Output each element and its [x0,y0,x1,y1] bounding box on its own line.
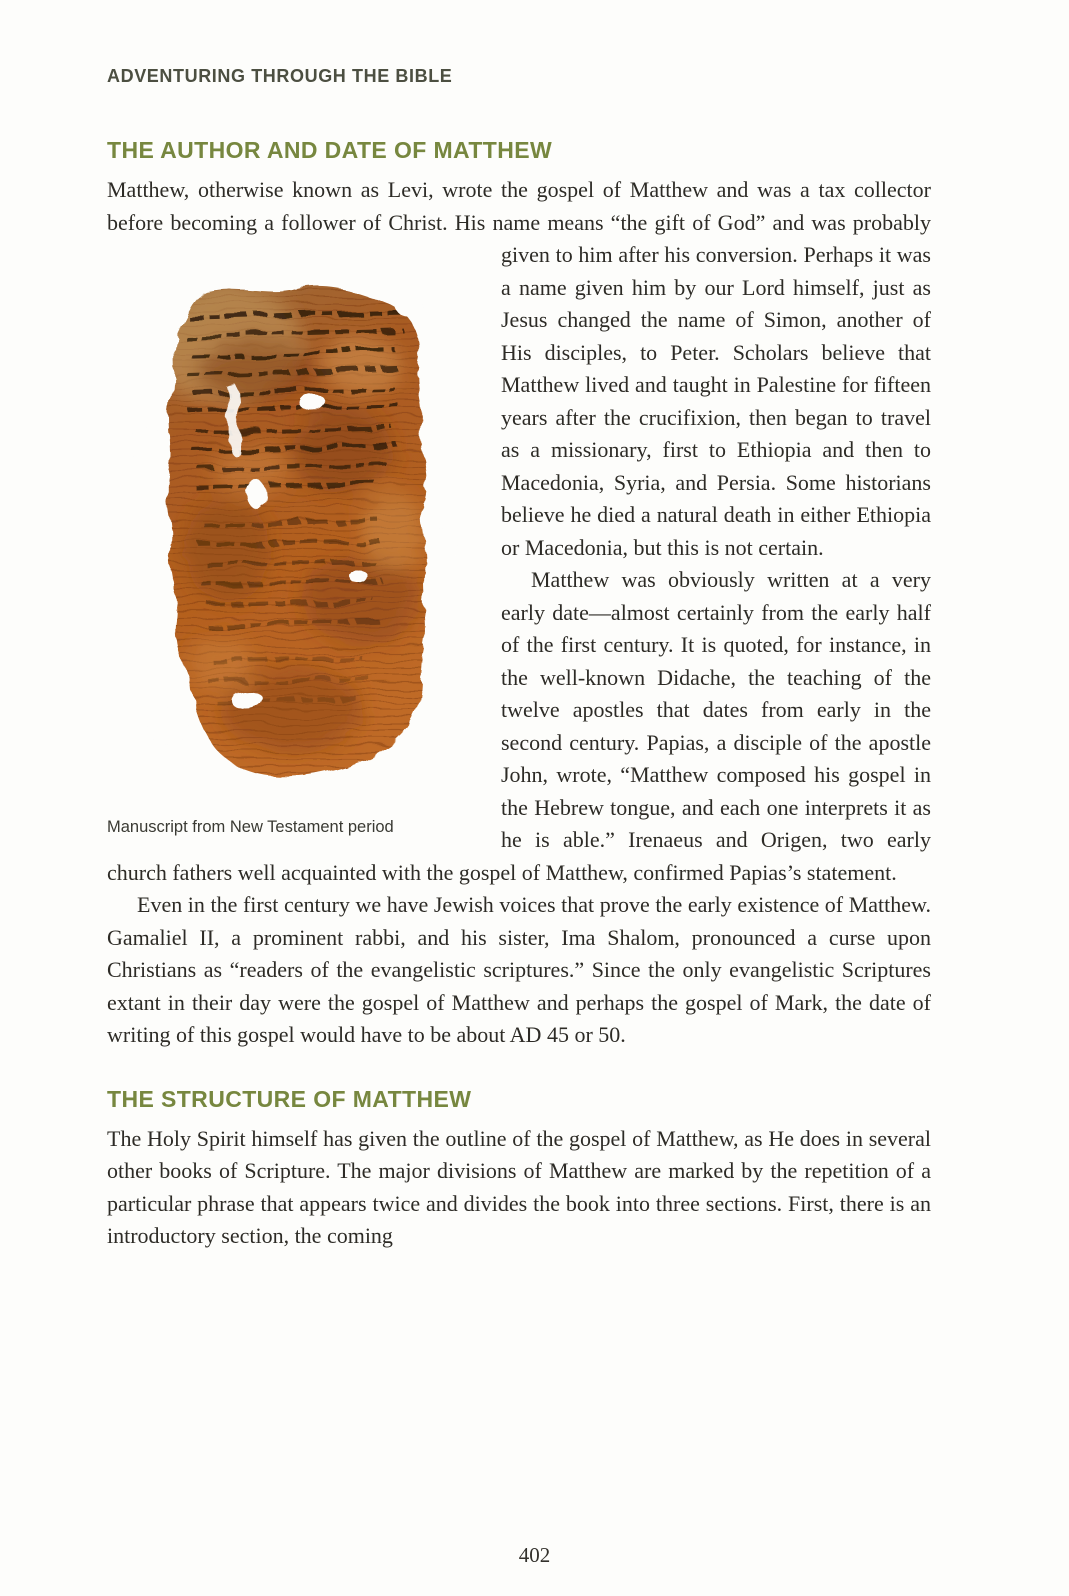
paragraph-text-after-figure: a name given him by our Lord himself, just as Jesus changed the name of Simon, another of His disciples, to Peter. Scholars believe that Matthew lived and taught in Palestine for fifteen years after the crucifixion, then began to travel as a missionary, first to Ethiopia and then to Macedonia, Syria, and Persia. Some historians believe he died a natural death in either Ethiopia or Macedonia, but this is not certain. [501,274,931,560]
running-header: ADVENTURING THROUGH THE BIBLE [107,66,453,86]
page-number: 402 [518,1543,551,1567]
paragraph-text-before-figure: Matthew, otherwise known as Levi, wrote the gospel of Matthew and was a tax collector before becoming a follower of Christ. His name means “the gift of God” and was probably given to him after his conversion. Perhaps it was [107,177,931,267]
paragraph-structure-1: The Holy Spirit himself has given the outline of the gospel of Matthew, as He does in several other books of Scripture. The major divisions of Matthew are marked by the repetition of a particular phrase that appears twice and divides the book into three sections. First, there is an introductory section, the coming [107,1125,931,1248]
paragraph-author-2: Matthew was obviously written at a very early date—almost certainly from the early half of the first century. It is quoted, for instance, in the well-known Didache, the teaching of the twelve apostles that dates from early in the second century. Papias, a disciple of the apostle John, wrote, “Matthew composed his gospel in the Hebrew tongue, and each one interprets it as he is able.” Irenaeus and Origen, two early church fathers well acquainted with the gospel of Matthew, confirmed Papias’s statement. [107,567,931,885]
manuscript-image [107,245,475,805]
papyrus-fragment [129,275,458,795]
section-heading-author: THE AUTHOR AND DATE OF MATTHEW [107,137,553,163]
paragraph-author-3: Even in the first century we have Jewish voices that prove the early existence of Matthew. Gamaliel II, a prominent rabbi, and his sister, Ima Shalom, pronounced a curse upon Christians as “readers of the evangelistic scriptures.” Since the only evangelistic Scriptures extant in their day were the gospel of Matthew and perhaps the gospel of Mark, the date of writing of this gospel would have to be about AD 45 or 50. [107,892,931,1047]
figure-caption: Manuscript from New Testament period [107,818,394,836]
manuscript-figure [107,245,475,844]
section-heading-structure: THE STRUCTURE OF MATTHEW [107,1085,472,1112]
